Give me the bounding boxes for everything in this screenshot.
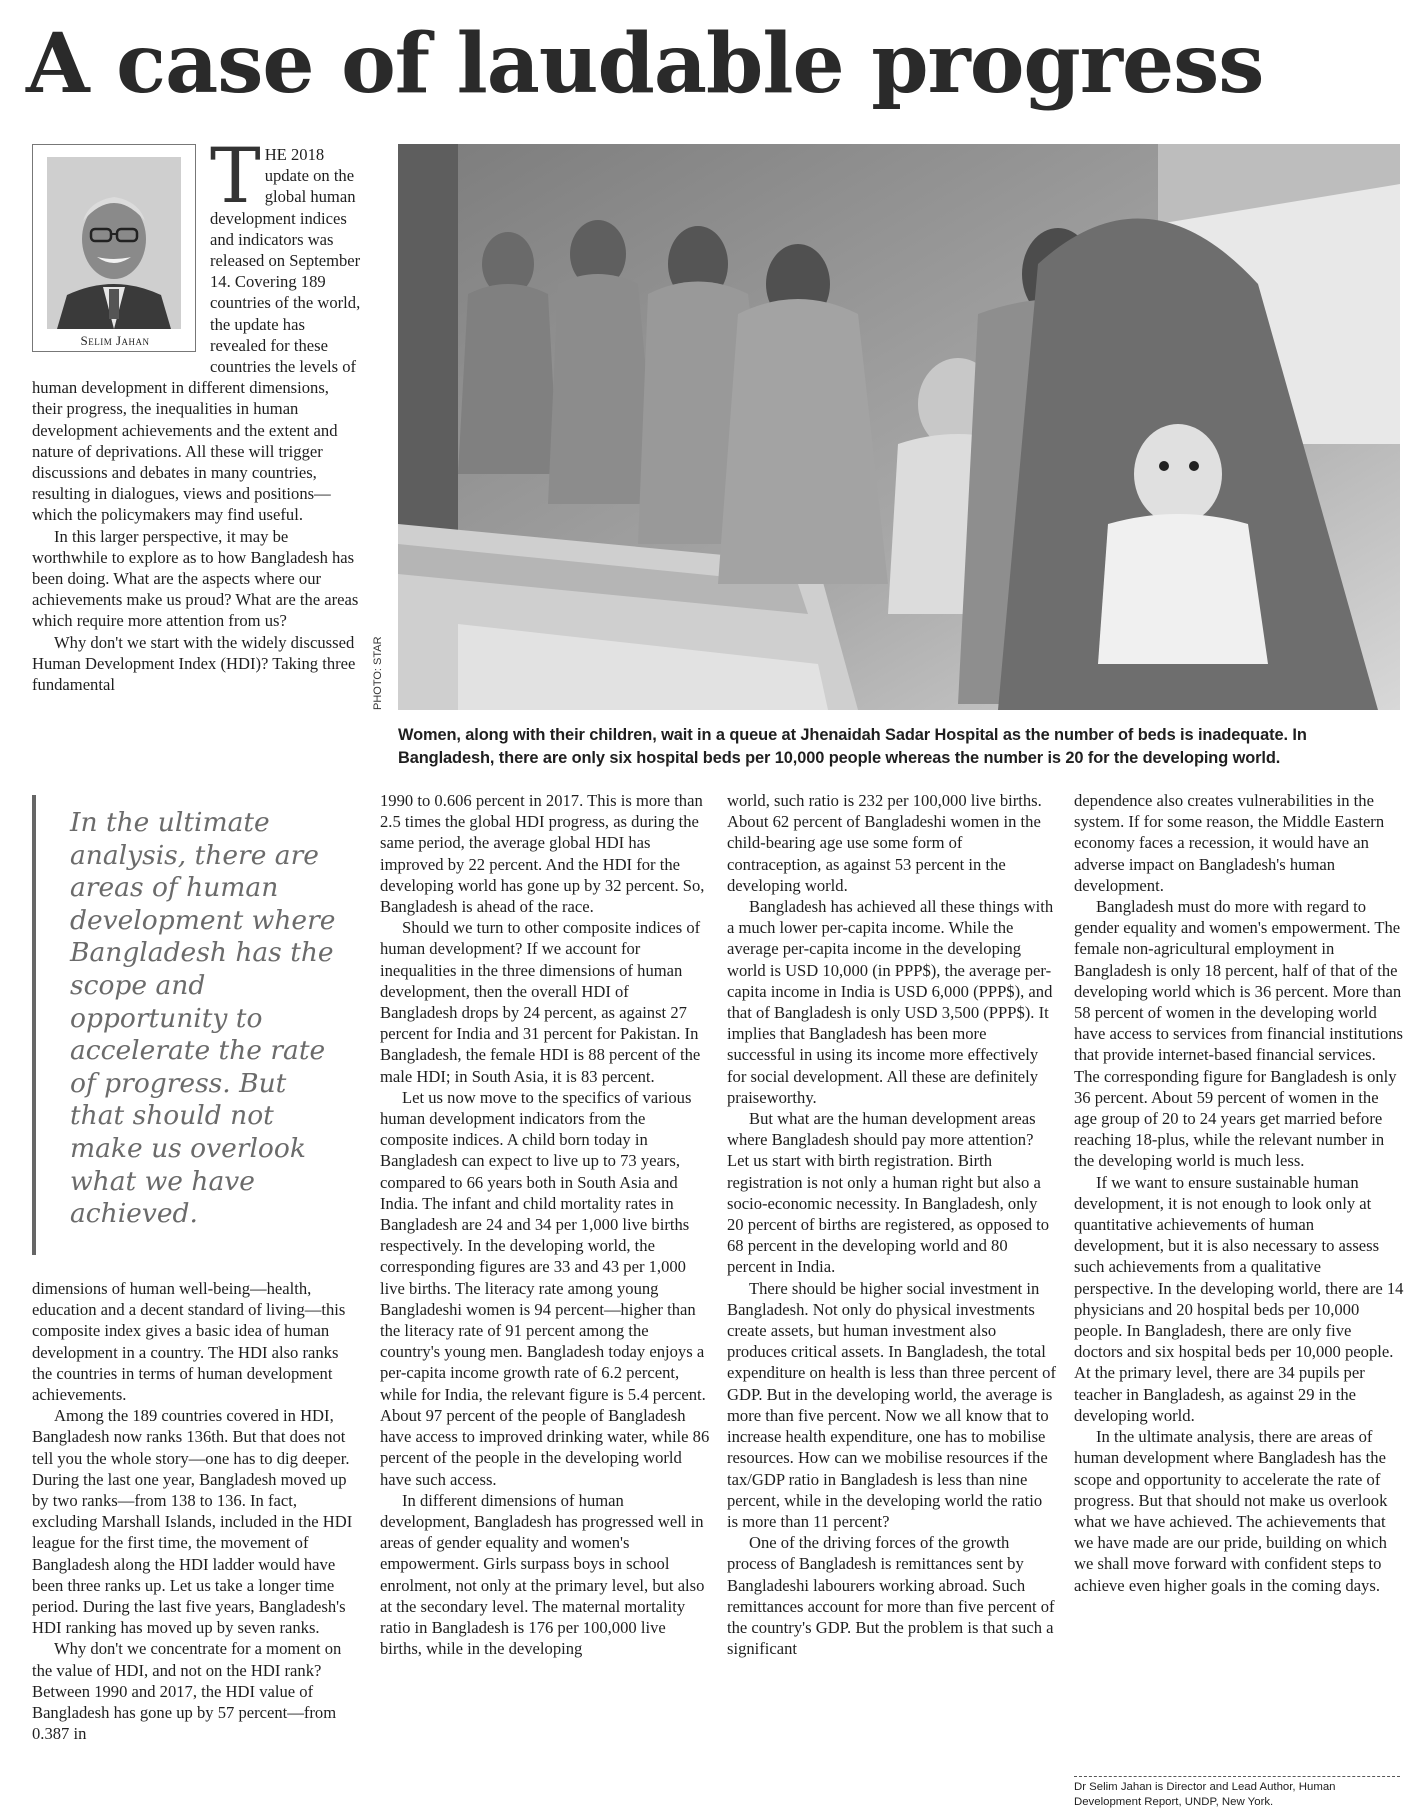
column-1-paragraph-3: Why don't we concentrate for a moment on the value of HDI, and not on the HDI rank? Between 1990 and 2017, the HDI value of Bangladesh has gone up by 57 percent—from 0.387 in [32,1639,342,1744]
column-4 [1074,790,1404,1596]
column-3-paragraph-2: Bangladesh has achieved all these things with a much lower per-capita income. While the average per-capita income in the developing world is USD 10,000 (in PPP$), the average per-capita income in India is USD 6,000 (PPP$), and that of Bangladesh is only USD 3,500 (PPP$). It implies that Bangladesh has been more successful in using its income more effectively for social development. All these are definitely praiseworthy. [727,897,1054,1107]
column-4-paragraph-2: Bangladesh must do more with regard to gender equality and women's empowerment. The female non-agricultural employment in Bangladesh is only 18 percent, half of that of the developing world which is 36 percent. More than 58 percent of women in the developing world have access to services from financial institutions that provide internet-based financial services. The corresponding figure for Bangladesh is only 36 percent. About 59 percent of women in the age group of 20 to 24 years get married before reaching 18-plus, while the relevant number in the developing world is much less. [1074,897,1404,1171]
footnote-divider [1074,1776,1400,1777]
column-3-paragraph-1: world, such ratio is 232 per 100,000 live births. About 62 percent of Bangladeshi women in the child-bearing age use some form of contraception, as against 53 percent in the developing world. [727,791,1042,895]
column-3-paragraph-4: There should be higher social investment in Bangladesh. Not only do physical investments create assets, but human investment also produces critical assets. In Bangladesh, the total expenditure on health is less than three percent of GDP. But in the developing world, the average is more than five percent. Now we all know that to increase health expenditure, one has to mobilise resources. How can we mobilise resources if the tax/GDP ratio in Bangladesh is less than nine percent, while in the developing world the ratio is more than 11 percent? [727,1278,1056,1531]
column-1 [32,1278,362,1744]
column-2-paragraph-3: Let us now move to the specifics of various human development indicators from the composite indices. A child born today in Bangladesh can expect to live up to 73 years, compared to 66 years both in South Asia and India. The infant and child mortality rates in Bangladesh are 24 and 34 per 1,000 live births respectively. In the developing world, the corresponding figures are 33 and 43 per 1,000 live births. The literacy rate among young Bangladeshi women is 94 percent—higher than the literacy rate of 91 percent among the country's young men. Bangladesh today enjoys a per-capita income growth rate of 6.2 percent, while for India, the relevant figure is 5.4 percent. About 97 percent of the people of Bangladesh have access to improved drinking water, while 86 percent of the people in the developing world have such access. [380,1087,710,1489]
hospital-queue-photo [398,144,1400,710]
intro-paragraph-1-text: HE 2018 update on the global human development indices and indicators was released on September 14. Covering 189 countries of the world, the update has revealed for these countries the levels of human development in different dimensions, their progress, the inequalities in human development achievements and the extent and nature of deprivations. All these will trigger discussions and debates in many countries, resulting in dialogues, views and positions—which the policymakers may find useful. [32,145,361,525]
column-1-paragraph-1: dimensions of human well-being—health, education and a decent standard of living—this composite index gives a basic idea of human development in a country. The HDI also ranks the countries in terms of human development achievements. [32,1279,346,1405]
column-3 [727,790,1057,1659]
column-4-paragraph-3: If we want to ensure sustainable human development, it is not enough to look only at quantitative achievements of human development, but it is also necessary to assess such achievements from a qualitative perspective. In the developing world, there are 14 physicians and 20 hospital beds per 10,000 people. In Bangladesh, there are only five doctors and six hospital beds per 10,000 people. At the primary level, there are 34 pupils per teacher in Bangladesh, as against 29 in the developing world. [1074,1172,1404,1425]
column-1-paragraph-2: Among the 189 countries covered in HDI, Bangladesh now ranks 136th. But that does not tell you the whole story—one has to dig deeper. During the last one year, Bangladesh moved up by two ranks—from 138 to 136. In fact, excluding Marshall Islands, included in the HDI league for the first time, the movement of Bangladesh along the HDI ladder would have been three ranks up. Let us take a longer time period. During the last five years, Bangladesh's HDI ranking has moved up by seven ranks. [32,1406,353,1638]
column-2-paragraph-2: Should we turn to other composite indices of human development? If we account for inequalities in the three dimensions of human development, then the overall HDI of Bangladesh drops by 24 percent, as against 27 percent for India and 31 percent for Pakistan. In Bangladesh, the female HDI is 88 percent of the male HDI; in South Asia, it is 83 percent. [380,918,701,1086]
intro-paragraph-2: In this larger perspective, it may be worthwhile to explore as to how Bangladesh has been doing. What are the aspects where our achievements make us proud? What are the areas which require more attention from us? [32,526,359,631]
intro-column [32,131,362,695]
pull-quote [32,795,352,1255]
column-4-paragraph-1: dependence also creates vulnerabilities in the system. If for some reason, the Middle Eastern economy faces a recession, it would have an adverse impact on Bangladesh's human development. [1074,791,1385,895]
column-2 [380,790,710,1659]
column-4-paragraph-4: In the ultimate analysis, there are areas of human development where Bangladesh has the scope and opportunity to accelerate the rate of progress. But that should not make us overlook what we have achieved. The achievements that we have made are our pride, building on which we shall move forward with confident steps to achieve even higher goals in the coming days. [1074,1427,1388,1595]
author-box-spacer [32,144,210,370]
intro-paragraph-3: Why don't we start with the widely discussed Human Development Index (HDI)? Taking three fundamental [32,632,356,695]
column-2-paragraph-1: 1990 to 0.606 percent in 2017. This is more than 2.5 times the global HDI progress, as during the same period, the average global HDI has improved by 22 percent. And the HDI for the developing world has gone up by 32 percent. So, Bangladesh is ahead of the race. [380,791,705,917]
main-photo [398,144,1400,710]
column-3-paragraph-3: But what are the human development areas where Bangladesh should pay more attention? Let us start with birth registration. Birth registration is not only a human right but also a socio-economic necessity. In Bangladesh, only 20 percent of births are registered, as opposed to 68 percent in the developing world and 80 percent in India. [727,1109,1050,1277]
photo-caption: Women, along with their children, wait in a queue at Jhenaidah Sadar Hospital as the number of beds is inadequate. In Bangladesh, there are only six hospital beds per 10,000 people whereas the number is 20 for the developing world. [398,726,1307,767]
photo-credit: PHOTO: STAR [372,636,384,710]
drop-cap: T [210,131,261,220]
column-3-paragraph-5: One of the driving forces of the growth process of Bangladesh is remittances sent by Bangladeshi labourers working abroad. Such remittances account for more than five percent of the country's GDP. But the problem is that such a significant [727,1533,1055,1659]
column-2-paragraph-4: In different dimensions of human development, Bangladesh has progressed well in areas of gender equality and women's empowerment. Girls surpass boys in school enrolment, not only at the primary level, but also at the secondary level. The maternal mortality ratio in Bangladesh is 176 per 100,000 live births, while in the developing [380,1490,705,1659]
author-name: Selim Jahan [80,333,150,348]
pull-quote-text: In the ultimate analysis, there are areas of human development where Bangladesh has the scope and opportunity to accelerate the rate of progress. But that should not make us overlook what we have achieved. [70,807,336,1230]
author-footnote: Dr Selim Jahan is Director and Lead Author, Human Development Report, UNDP, New York. [1074,1781,1336,1808]
headline: A case of laudable progress [26,16,1264,112]
